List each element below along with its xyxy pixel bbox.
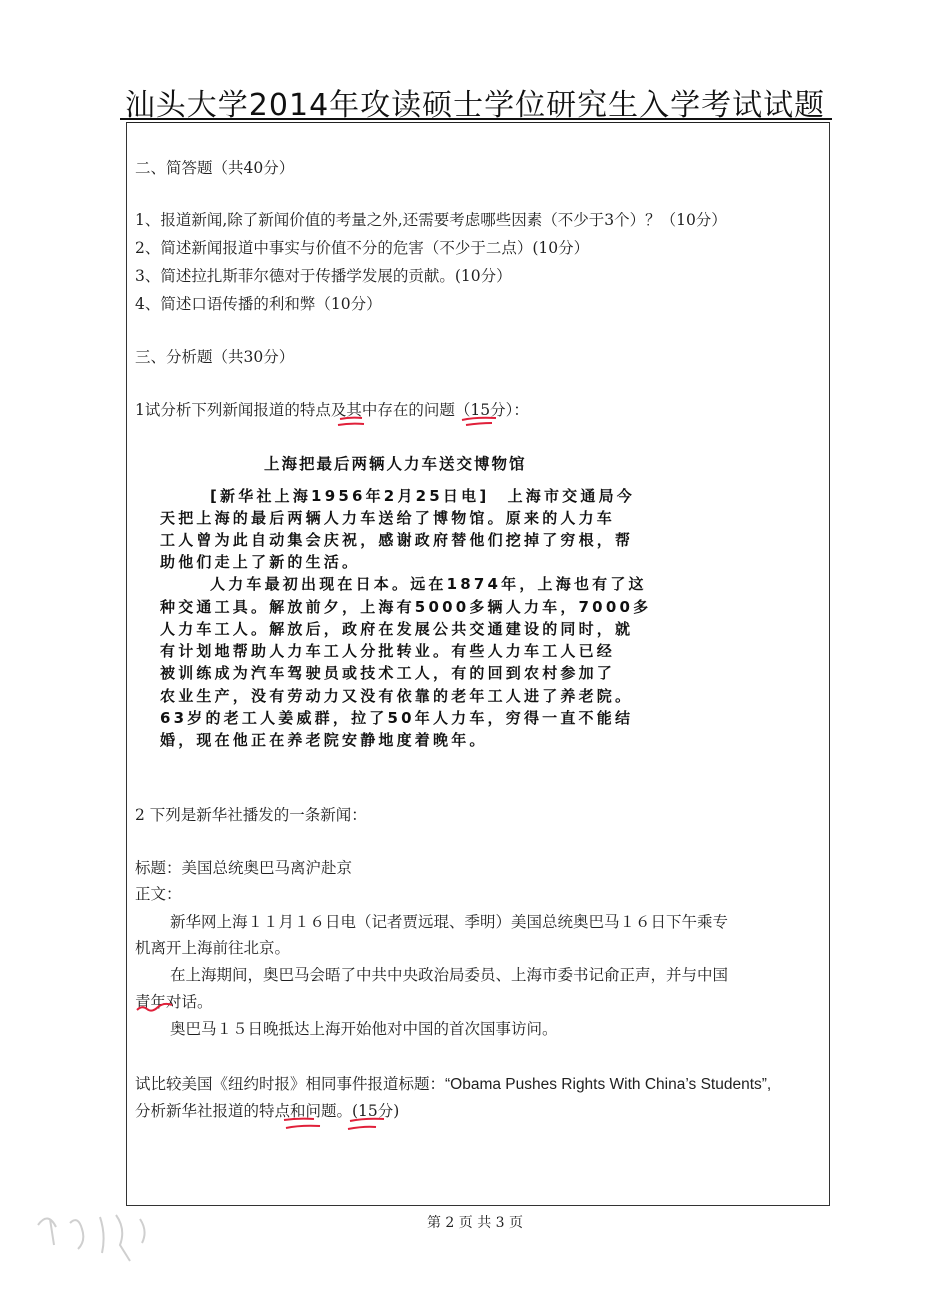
article-line: 农业生产，没有劳动力又没有依靠的老年工人进了养老院。 — [160, 687, 634, 705]
news-body-line: 奥巴马１５日晚抵达上海开始他对中国的首次国事访问。 — [170, 1020, 558, 1038]
article-line: 助他们走上了新的生活。 — [160, 553, 361, 571]
section2-heading: 二、简答题（共40分） — [135, 159, 295, 177]
article-line: 63岁的老工人姜威群，拉了50年人力车，穷得一直不能结 — [160, 709, 634, 727]
red-underline-marks — [330, 414, 510, 430]
news-body-label: 正文： — [135, 885, 182, 903]
news-body-line: 机离开上海前往北京。 — [135, 939, 291, 957]
question-2: 2、简述新闻报道中事实与价值不分的危害（不少于二点）(10分） — [135, 239, 590, 257]
compare-line-2: 分析新华社报道的特点和问题。(15分) — [135, 1102, 400, 1120]
question-1: 1、报道新闻,除了新闻价值的考量之外,还需要考虑哪些因素（不少于3个）？（10分） — [135, 211, 727, 229]
red-underline-marks — [280, 1114, 400, 1138]
compare-line-1: 试比较美国《纽约时报》相同事件报道标题：“Obama Pushes Rights With China’s Students”, — [135, 1076, 772, 1093]
article-line: 有计划地帮助人力车工人分批转业。有些人力车工人已经 — [160, 642, 616, 660]
news-title: 标题：美国总统奥巴马离沪赴京 — [135, 859, 353, 877]
news-body-line: 新华网上海１１月１６日电（记者贾远琨、季明）美国总统奥巴马１６日下午乘专 — [170, 913, 729, 931]
question-4: 4、简述口语传播的利和弊（10分） — [135, 295, 382, 313]
section3-heading: 三、分析题（共30分） — [135, 348, 295, 366]
article-line: 工人曾为此自动集会庆祝，感谢政府替他们挖掉了穷根，帮 — [160, 531, 634, 549]
exam-title: 汕头大学2014年攻读硕士学位研究生入学考试试题 — [124, 88, 826, 123]
article-line: 人力车最初出现在日本。远在1874年，上海也有了这 — [210, 575, 647, 593]
news-body-line: 青年对话。 — [135, 993, 213, 1011]
question-3: 3、简述拉扎斯菲尔德对于传播学发展的贡献。(10分） — [135, 267, 512, 285]
title-underline — [120, 118, 832, 120]
news-body-line: 在上海期间，奥巴马会晤了中共中央政治局委员、上海市委书记俞正声，并与中国 — [170, 966, 729, 984]
article-title: 上海把最后两辆人力车送交博物馆 — [264, 455, 527, 473]
article-line: 婚，现在他正在养老院安静地度着晚年。 — [160, 731, 488, 749]
article-line: [新华社上海1956年2月25日电] 上海市交通局今 — [210, 487, 635, 505]
analysis-q1-intro: 1试分析下列新闻报道的特点及其中存在的问题（15分）： — [135, 401, 529, 419]
article-line: 人力车工人。解放后，政府在发展公共交通建设的同时，就 — [160, 620, 634, 638]
faint-scribble — [30, 1205, 170, 1275]
article-line: 被训练成为汽车驾驶员或技术工人，有的回到农村参加了 — [160, 664, 616, 682]
article-line: 种交通工具。解放前夕，上海有5000多辆人力车，7000多 — [160, 598, 652, 616]
article-line: 天把上海的最后两辆人力车送给了博物馆。原来的人力车 — [160, 509, 616, 527]
analysis-q2-intro: 2 下列是新华社播发的一条新闻： — [135, 806, 367, 824]
red-underline-marks — [134, 996, 184, 1018]
page-number: 第 2 页 共 3 页 — [426, 1215, 524, 1231]
